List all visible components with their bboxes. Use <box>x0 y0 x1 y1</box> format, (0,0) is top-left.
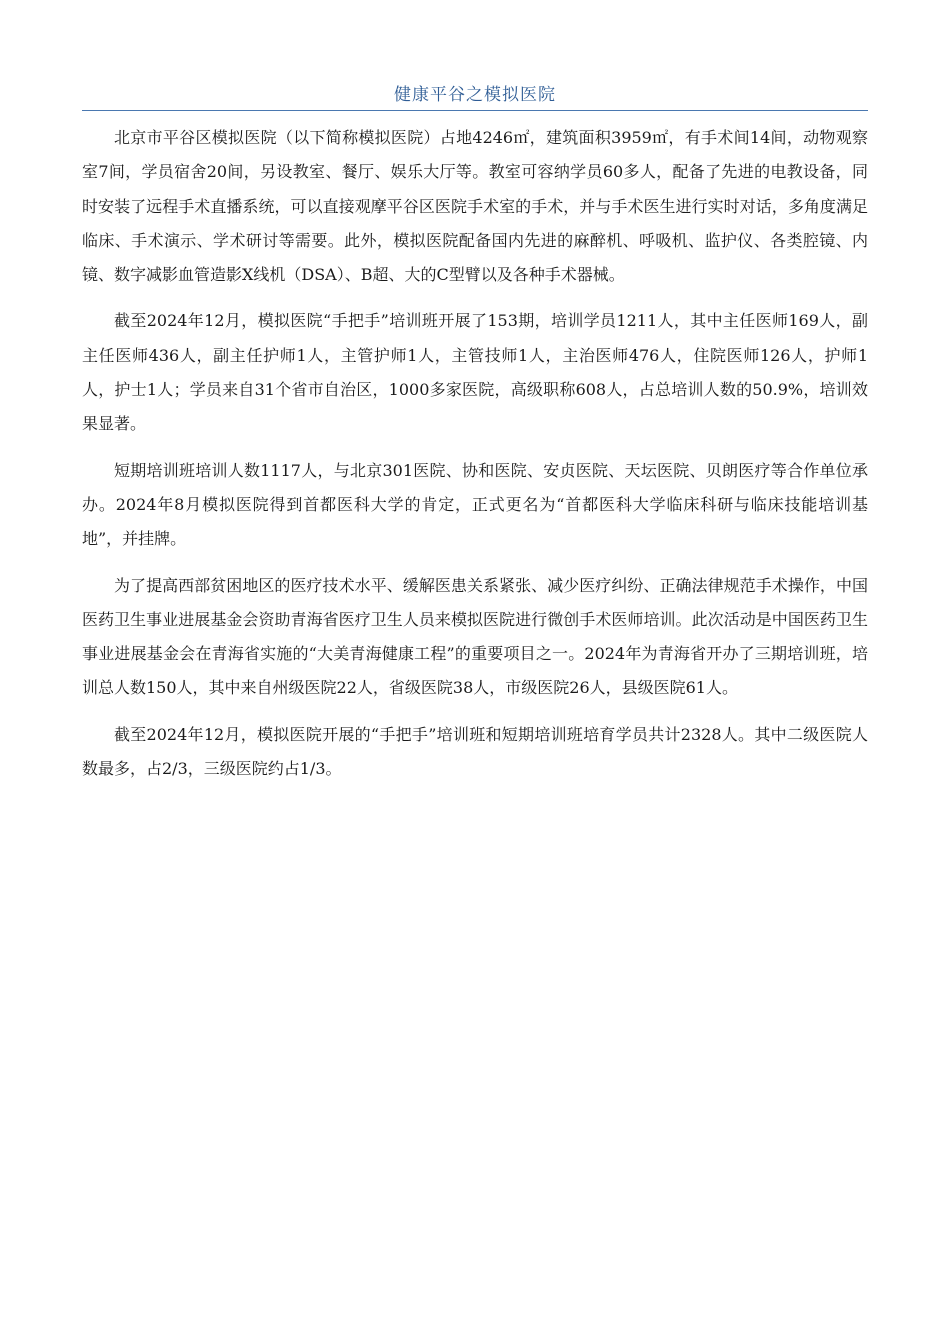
article-body <box>82 121 868 798</box>
paragraph-short-training: 短期培训班培训人数1117人，与北京301医院、协和医院、安贞医院、天坛医院、贝朗医疗等合作单位承办。2024年8月模拟医院得到首都医科大学的肯定，正式更名为“首都医科大学临床科研与临床技能培训基地”，并挂牌。 <box>82 460 868 549</box>
paragraph-qinghai-program: 为了提高西部贫困地区的医疗技术水平、缓解医患关系紧张、减少医疗纠纷、正确法律规范手术操作，中国医药卫生事业进展基金会资助青海省医疗卫生人员来模拟医院进行微创手术医师培训。此次活动是中国医药卫生事业进展基金会在青海省实施的“大美青海健康工程”的重要项目之一。2024年为青海省开办了三期培训班，培训总人数150人，其中来自州级医院22人，省级医院38人，市级医院26人，县级医院61人。 <box>82 575 868 698</box>
paragraph-hands-on-training: 截至2024年12月，模拟医院“手把手”培训班开展了153期，培训学员1211人，其中主任医师169人，副主任医师436人，副主任护师1人，主管护师1人，主管技师1人，主治医师476人，住院医师126人，护师1人，护士1人；学员来自31个省市自治区，1000多家医院，高级职称608人，占总培训人数的50.9%，培训效果显著。 <box>82 311 868 434</box>
page-title: 健康平谷之模拟医院 <box>394 85 556 105</box>
paragraph-summary: 截至2024年12月，模拟医院开展的“手把手”培训班和短期培训班培育学员共计2328人。其中二级医院人数最多，占2/3，三级医院约占1/3。 <box>82 724 868 779</box>
paragraph-facility: 北京市平谷区模拟医院（以下简称模拟医院）占地4246㎡，建筑面积3959㎡，有手术间14间，动物观察室7间，学员宿舍20间，另设教室、餐厅、娱乐大厅等。教室可容纳学员60多人，配备了先进的电教设备，同时安装了远程手术直播系统，可以直接观摩平谷区医院手术室的手术，并与手术医生进行实时对话，多角度满足临床、手术演示、学术研讨等需要。此外，模拟医院配备国内先进的麻醉机、呼吸机、监护仪、各类腔镜、内镜、数字减影血管造影X线机（DSA）、B超、大的C型臂以及各种手术器械。 <box>82 128 868 285</box>
page-header <box>82 82 868 111</box>
